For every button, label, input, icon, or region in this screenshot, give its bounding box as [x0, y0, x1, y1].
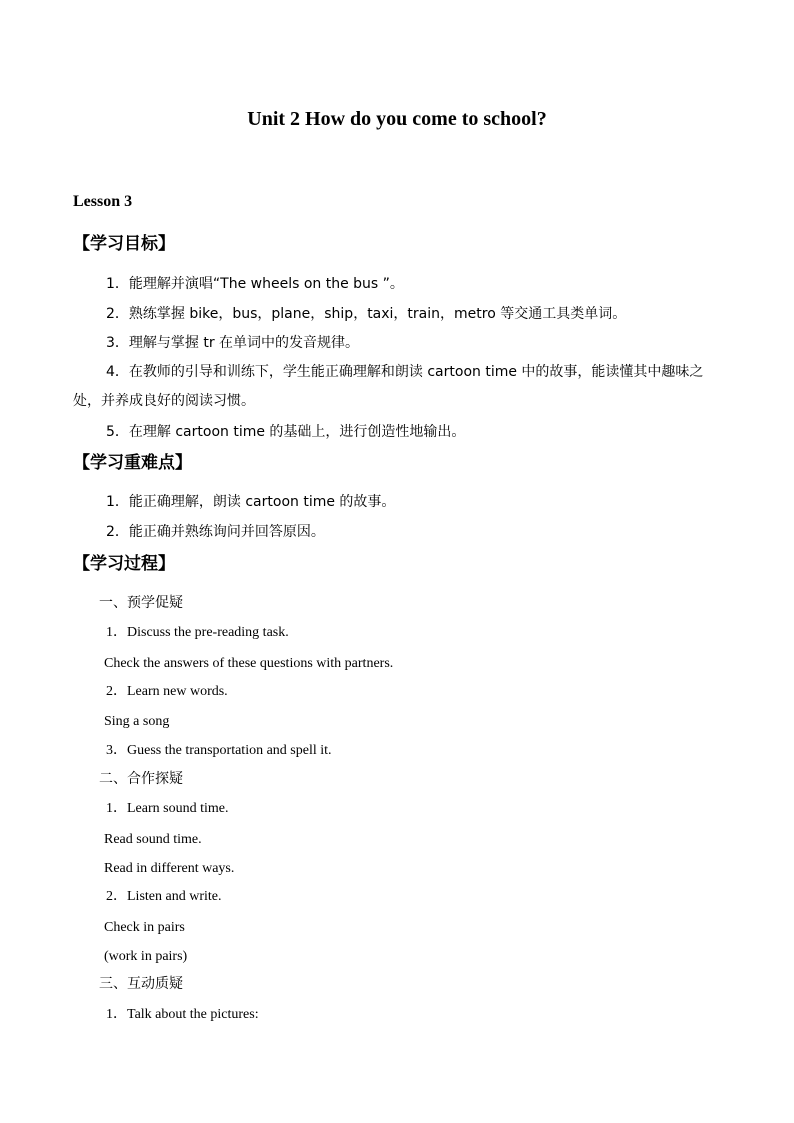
objective-item-4: 4．在教师的引导和训练下，学生能正确理解和朗读 cartoon time 中的故事，能读懂其中趣味之处，并养成良好的阅读习惯。: [73, 364, 704, 409]
section-2-label: 二、合作探疑: [99, 771, 183, 787]
section-2-line-4: 2．Listen and write.: [106, 889, 222, 904]
section-1-label: 一、预学促疑: [99, 595, 183, 611]
process-heading: 【学习过程】: [73, 554, 175, 574]
objective-item-3: 3．理解与掌握 tr 在单词中的发音规律。: [106, 335, 360, 351]
section-2-line-5: Check in pairs: [104, 920, 185, 935]
section-2-line-6: (work in pairs): [104, 949, 188, 964]
key-points-heading: 【学习重难点】: [73, 453, 192, 473]
section-1-line-4: Sing a song: [104, 714, 170, 729]
key-point-item-2: 2．能正确并熟练询问并回答原因。: [106, 524, 325, 540]
objective-item-5: 5．在理解 cartoon time 的基础上，进行创造性地输出。: [106, 424, 466, 440]
section-2-line-3: Read in different ways.: [104, 861, 235, 876]
section-3-line-1: 1．Talk about the pictures:: [106, 1007, 259, 1022]
key-point-item-1: 1．能正确理解，朗读 cartoon time 的故事。: [106, 494, 396, 510]
section-1-line-5: 3．Guess the transportation and spell it.: [106, 743, 332, 758]
section-2-line-2: Read sound time.: [104, 832, 202, 847]
objectives-heading: 【学习目标】: [73, 234, 175, 254]
objective-item-2: 2．熟练掌握 bike，bus，plane，ship，taxi，train，metro 等交通工具类单词。: [106, 306, 627, 322]
lesson-label: Lesson 3: [73, 193, 133, 210]
document-title: Unit 2 How do you come to school?: [247, 108, 547, 130]
objective-item-1: 1．能理解并演唱“The wheels on the bus ”。: [106, 276, 404, 292]
section-1-line-3: 2．Learn new words.: [106, 684, 228, 699]
section-3-label: 三、互动质疑: [99, 976, 183, 992]
section-2-line-1: 1．Learn sound time.: [106, 801, 229, 816]
section-1-line-2: Check the answers of these questions with partners.: [104, 656, 394, 671]
section-1-line-1: 1．Discuss the pre-reading task.: [106, 625, 289, 640]
